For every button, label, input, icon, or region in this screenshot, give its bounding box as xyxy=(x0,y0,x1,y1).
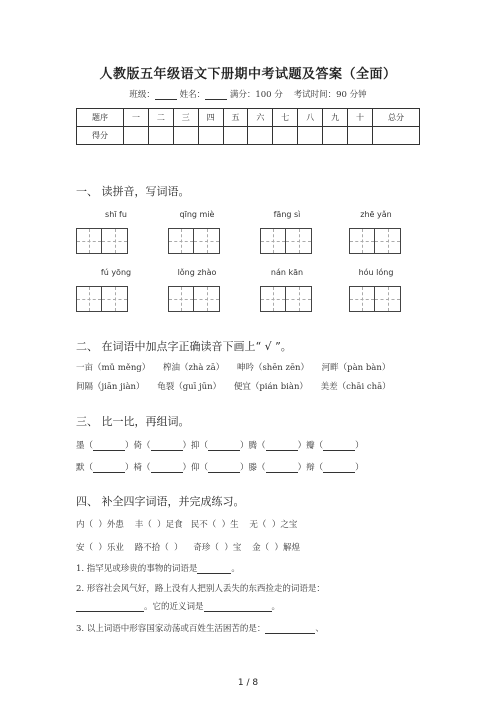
idiom-row[interactable]: 内（ ）外患 丰（ ）足食 民不（ ）生 无（ ）之宝 xyxy=(76,520,298,530)
header-cell: 七 xyxy=(273,109,298,127)
pinyin: fāng sì xyxy=(273,210,301,219)
score-cell[interactable] xyxy=(273,127,298,145)
header-cell: 二 xyxy=(148,109,173,127)
pinyin: zhē yǎn xyxy=(360,210,392,219)
answer-blank[interactable] xyxy=(266,441,298,451)
char-label: ）倚（ xyxy=(125,441,151,451)
char-label: ）抑（ xyxy=(182,441,209,451)
pinyin-choice[interactable]: 龟裂（guī jūn） xyxy=(157,382,222,392)
answer-blank[interactable] xyxy=(204,602,272,612)
header-cell: 总分 xyxy=(372,109,419,127)
writing-grid[interactable] xyxy=(168,286,220,312)
header-cell: 三 xyxy=(173,109,198,127)
section3-row xyxy=(76,439,364,451)
question-text: 。它的近义词是 xyxy=(144,602,204,612)
question-text: 1. 指罕见或珍贵的事物的词语是 xyxy=(76,564,198,574)
answer-blank[interactable] xyxy=(323,463,355,473)
char-label: ）瓣（ xyxy=(297,441,324,451)
header-cell: 题序 xyxy=(77,109,124,127)
section2-row xyxy=(76,361,400,373)
char-label: ）滕（ xyxy=(240,463,266,473)
header-cell: 一 xyxy=(124,109,149,127)
answer-blank[interactable] xyxy=(323,441,355,451)
name-label: 姓名： xyxy=(179,90,206,100)
pinyin-choice[interactable]: 便宜（pián biàn） xyxy=(233,382,308,392)
pinyin: shī fu xyxy=(105,210,127,219)
row-label: 得分 xyxy=(77,127,124,145)
score-cell[interactable] xyxy=(223,127,248,145)
score-cell[interactable] xyxy=(124,127,149,145)
char-label: ）腾（ xyxy=(240,441,266,451)
writing-grid[interactable] xyxy=(168,228,220,254)
name-blank[interactable] xyxy=(205,90,227,100)
pinyin-choice[interactable]: 河畔（pàn bàn） xyxy=(321,363,391,373)
header-cell: 九 xyxy=(323,109,348,127)
answer-blank[interactable] xyxy=(208,441,240,451)
writing-grid[interactable] xyxy=(260,286,312,312)
writing-grid[interactable] xyxy=(349,286,401,312)
header-cell: 五 xyxy=(223,109,248,127)
score-table xyxy=(76,108,420,145)
pinyin: lǒng zhào xyxy=(177,268,217,277)
char-label: ）辩（ xyxy=(297,463,324,473)
char-label: 默（ xyxy=(76,463,94,473)
pinyin: qīng miè xyxy=(179,210,215,219)
time-label: 考试时间：90 分钟 xyxy=(293,90,367,100)
pinyin-choice[interactable]: 美差（chāi chā） xyxy=(320,382,391,392)
header-cell: 八 xyxy=(298,109,323,127)
section3-heading: 三、 比一比，再组词。 xyxy=(76,415,190,428)
score-cell[interactable] xyxy=(198,127,223,145)
score-cell[interactable] xyxy=(248,127,273,145)
answer-blank[interactable] xyxy=(76,602,144,612)
class-blank[interactable] xyxy=(155,90,177,100)
score-table-row xyxy=(77,127,420,145)
pinyin: fú yōng xyxy=(100,268,132,277)
page-title: 人教版五年级语文下册期中考试题及答案（全面） xyxy=(99,67,397,82)
page-number: 1 / 8 xyxy=(237,678,259,688)
score-cell[interactable] xyxy=(323,127,348,145)
punct: 、 xyxy=(315,624,324,634)
header-cell: 四 xyxy=(198,109,223,127)
char-label: ） xyxy=(355,463,364,473)
section1-heading: 一、 读拼音，写词语。 xyxy=(76,185,190,198)
score-cell[interactable] xyxy=(148,127,173,145)
pinyin-choice[interactable]: 一亩（mǔ měng） xyxy=(76,363,151,373)
question-2-continued xyxy=(76,600,280,612)
idiom-row[interactable]: 安（ ）乐业 路不拾（ ） 奇珍（ ）宝 金（ ）解煌 xyxy=(76,543,301,553)
score-cell[interactable] xyxy=(372,127,419,145)
pinyin: hóu lóng xyxy=(358,268,394,277)
char-label: 墨（ xyxy=(76,441,94,451)
answer-blank[interactable] xyxy=(208,463,240,473)
char-label: ） xyxy=(355,441,364,451)
answer-blank[interactable] xyxy=(93,441,125,451)
writing-grid[interactable] xyxy=(260,228,312,254)
section4-heading: 四、 补全四字词语，并完成练习。 xyxy=(76,495,245,508)
question-3 xyxy=(76,622,324,634)
header-cell: 十 xyxy=(348,109,373,127)
section3-row xyxy=(76,461,364,473)
class-label: 班级： xyxy=(129,90,155,100)
question-2: 2. 形容社会风气好，路上没有人把别人丢失的东西捡走的词语是： xyxy=(76,584,325,594)
answer-blank[interactable] xyxy=(266,463,298,473)
score-cell[interactable] xyxy=(173,127,198,145)
score-table-header xyxy=(77,109,420,127)
answer-blank[interactable] xyxy=(151,441,183,451)
question-1 xyxy=(76,562,240,574)
writing-grid[interactable] xyxy=(76,228,128,254)
answer-blank[interactable] xyxy=(93,463,125,473)
punct: 。 xyxy=(271,602,281,612)
char-label: ）椅（ xyxy=(125,463,151,473)
writing-grid[interactable] xyxy=(76,286,128,312)
writing-grid[interactable] xyxy=(349,228,401,254)
section2-row xyxy=(76,380,401,392)
exam-info xyxy=(0,88,496,100)
header-cell: 六 xyxy=(248,109,273,127)
pinyin-choice[interactable]: 榨油（zhà zā） xyxy=(162,363,225,373)
pinyin: nán kān xyxy=(270,268,304,277)
pinyin-choice[interactable]: 呻吟（shēn zēn） xyxy=(236,363,309,373)
answer-blank[interactable] xyxy=(197,564,231,574)
punct: 。 xyxy=(231,564,240,574)
score-cell[interactable] xyxy=(348,127,373,145)
answer-blank[interactable] xyxy=(265,624,315,634)
score-label: 满分：100 分 xyxy=(229,90,283,100)
pinyin-choice[interactable]: 间隔（jiān jiàn） xyxy=(76,382,145,392)
question-text: 3. 以上词语中形容国家动荡或百姓生活困苦的是： xyxy=(76,624,266,634)
char-label: ）仰（ xyxy=(182,463,209,473)
score-cell[interactable] xyxy=(298,127,323,145)
section2-heading: 二、 在词语中加点字正确读音下画上“ √ ”。 xyxy=(76,340,292,353)
answer-blank[interactable] xyxy=(151,463,183,473)
